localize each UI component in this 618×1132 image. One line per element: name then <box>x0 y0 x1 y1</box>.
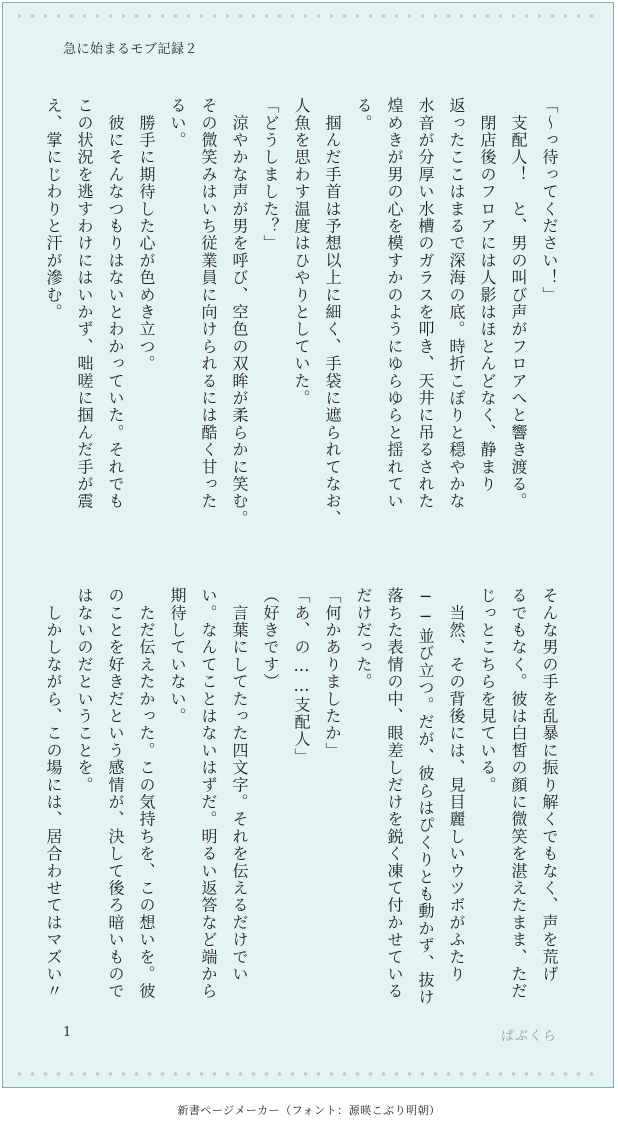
top-dotted-border <box>13 13 603 19</box>
generator-caption: 新書ページメーカー（フォント：源暎こぶり明朝） <box>177 1104 441 1117</box>
text-line: 涼やかな声が男を呼び、空色の双眸が柔らかに笑む。 <box>230 97 249 527</box>
text-line: 閉店後のフロアには人影はほとんどなく、静まり <box>478 97 497 493</box>
bottom-dotted-border <box>13 1071 603 1077</box>
book-page <box>2 2 614 1088</box>
text-line: じっとこちらを見ている。 <box>478 587 497 794</box>
text-line: 煌めきが男の心を模すかのようにゆらゆらと揺れてい <box>385 97 404 510</box>
text-line: ──並び立つ。だが、彼らはぴくりとも動かず、抜け <box>416 587 435 1006</box>
text-line: 当然、その背後には、見目麗しいウツボがふたり <box>447 587 466 983</box>
text-line: この状況を逃すわけにはいかず、咄嗟に掴んだ手が震 <box>75 97 94 510</box>
text-line: 勝手に期待した心が色めき立つ。 <box>137 97 156 373</box>
page-number: 1 <box>63 1025 72 1040</box>
text-line: るい。 <box>168 97 187 149</box>
text-line: 彼にそんなつもりはないとわかっていた。それでも <box>106 97 125 510</box>
text-line: ただ伝えたかった。この気持ちを、この想いを。彼 <box>137 587 156 1000</box>
author-name: ぱぶくら <box>500 1029 557 1044</box>
text-line: 「何かありましたか」 <box>323 587 342 759</box>
text-line: る。 <box>354 97 373 132</box>
upper-text-block <box>44 97 565 527</box>
text-line: え、掌にじわりと汗が滲む。 <box>44 97 63 321</box>
text-line: 人魚を思わす温度はひやりとしていた。 <box>292 97 311 407</box>
text-line: 落ちた表情の中、眼差しだけを鋭く凍て付かせている <box>385 587 404 1000</box>
text-line: るでもなく。彼は白皙の顔に微笑を湛えたまま、ただ <box>509 587 528 1000</box>
text-line: しかしながら、この場には、居合わせてはマズい〃 <box>44 587 63 1000</box>
text-line: 水音が分厚い水槽のガラスを叩き、天井に吊るされた <box>416 97 435 510</box>
text-line: 支配人！ と、男の叫び声がフロアへと響き渡る。 <box>509 97 528 510</box>
text-line: 返ったここはまるで深海の底。時折こぽりと穏やかな <box>447 97 466 510</box>
text-line: 「〜っ待ってください！」 <box>540 97 559 304</box>
text-line: 「どうしました？」 <box>261 97 280 252</box>
text-line: その微笑みはいち従業員に向けられるには酷く甘った <box>199 97 218 510</box>
text-line: 期待していない。 <box>168 587 187 725</box>
text-line: のことを好きだという感情が、決して後ろ暗いもので <box>106 587 125 1000</box>
text-line: 掴んだ手首は予想以上に細く、手袋に遮られてなお、 <box>323 97 342 527</box>
text-line: 言葉にしてたった四文字。それを伝えるだけでい <box>230 587 249 983</box>
text-line: はないのだということを。 <box>75 587 94 794</box>
text-line: 「あ、の……支配人」 <box>292 587 311 765</box>
text-line: （好きです） <box>261 587 280 691</box>
text-line: そんな男の手を乱暴に振り解くでもなく、声を荒げ <box>540 587 559 983</box>
book-title: 急に始まるモブ記録２ <box>63 42 199 57</box>
text-line: だけだった。 <box>354 587 373 691</box>
lower-text-block <box>44 587 565 1017</box>
text-line: い。なんてことはないはずだ。明るい返答など端から <box>199 587 218 1000</box>
